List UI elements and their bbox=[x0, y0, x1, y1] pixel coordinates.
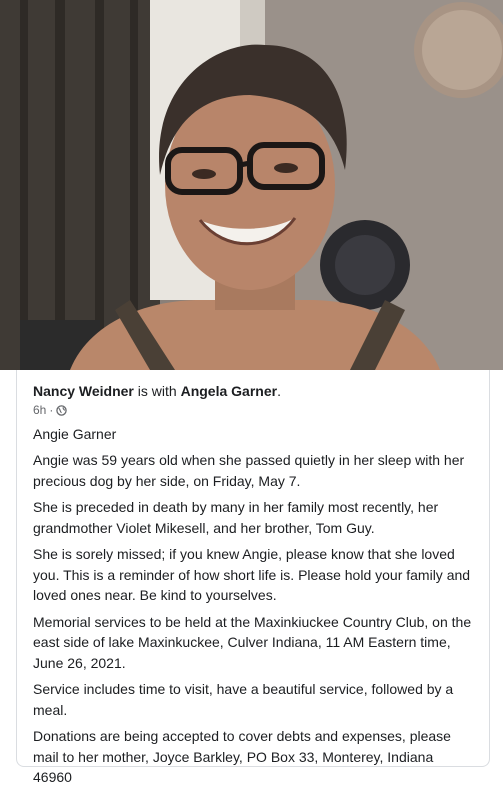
post-meta bbox=[33, 402, 473, 418]
post-header bbox=[33, 382, 473, 400]
portrait-illustration bbox=[0, 0, 503, 370]
post-card bbox=[16, 370, 490, 785]
with-text: is with bbox=[137, 383, 177, 399]
post-photo[interactable] bbox=[0, 0, 503, 370]
post-paragraph: Donations are being accepted to cover debts and expenses, please mail to her mother, Joyce Barkley, PO Box 33, Monterey, Indiana 46960 bbox=[33, 728, 451, 785]
post-paragraph: She is preceded in death by many in her family most recently, her grandmother Violet Mikesell, and her brother, Tom Guy. bbox=[33, 499, 439, 536]
meta-separator: · bbox=[49, 403, 54, 417]
post-paragraph: Angie was 59 years old when she passed quietly in her sleep with her precious dog by her side, on Friday, May 7. bbox=[33, 452, 465, 489]
post-time[interactable]: 6h bbox=[33, 403, 47, 417]
post-paragraph: She is sorely missed; if you knew Angie, please know that she loved you. This is a reminder of how short life is. Please hold your family and loved ones near. Be kind to yourselves. bbox=[33, 546, 471, 603]
tagged-name[interactable]: Angela Garner bbox=[180, 383, 278, 399]
period: . bbox=[277, 383, 281, 399]
post-paragraph: Memorial services to be held at the Maxinkiuckee Country Club, on the east side of lake Maxinkuckee, Culver Indiana, 11 AM Eastern time, June 26, 2021. bbox=[33, 613, 472, 671]
post-paragraph: Service includes time to visit, have a beautiful service, followed by a meal. bbox=[33, 681, 454, 718]
post-title: Angie Garner bbox=[33, 426, 117, 442]
globe-icon[interactable] bbox=[56, 405, 67, 416]
author-name[interactable]: Nancy Weidner bbox=[33, 383, 134, 399]
